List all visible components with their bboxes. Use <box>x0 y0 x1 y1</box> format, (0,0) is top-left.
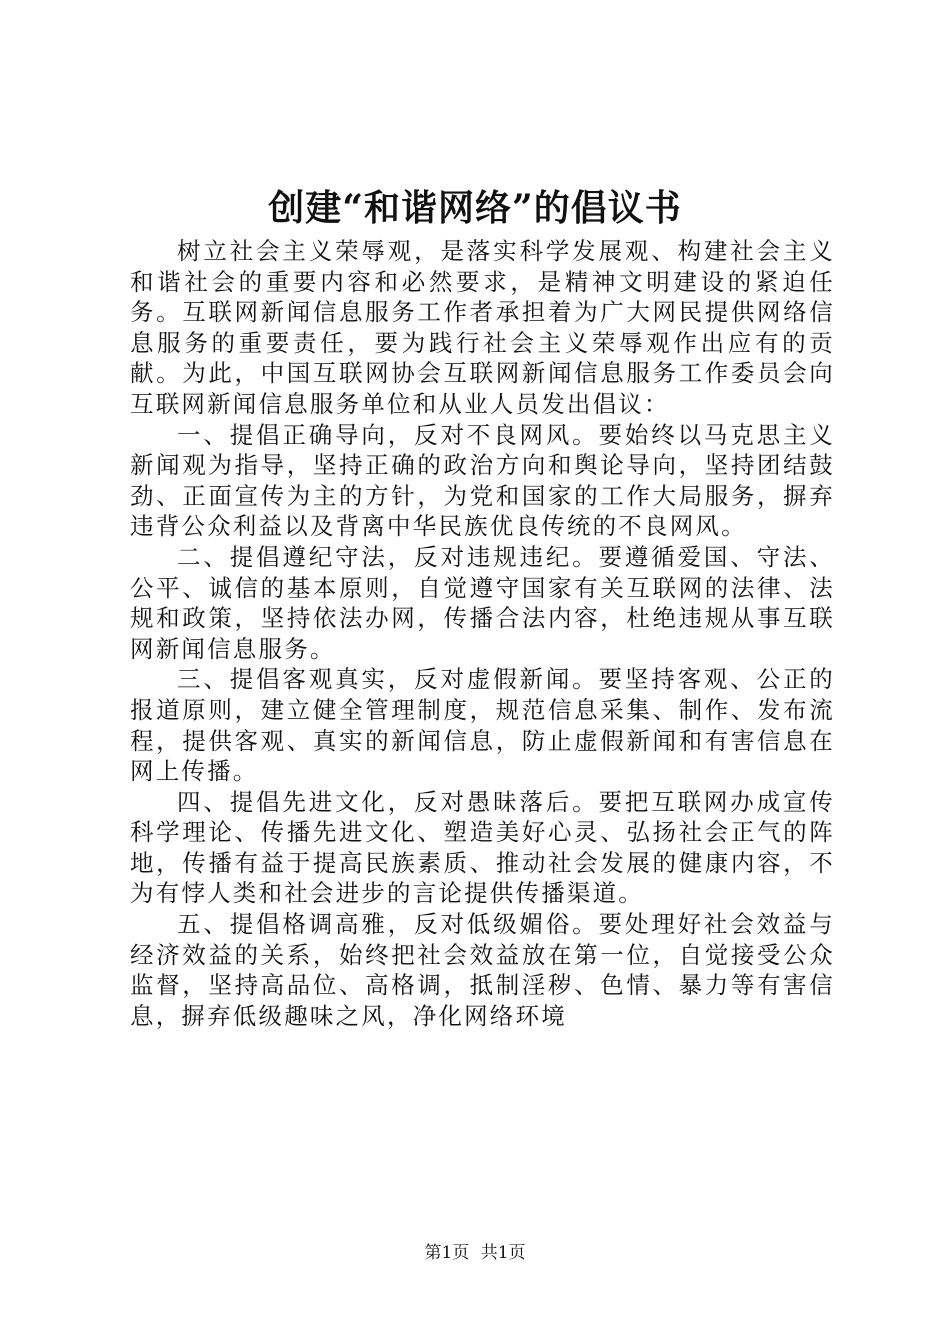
paragraph-point-1: 一、提倡正确导向，反对不良网风。要始终以马克思主义新闻观为指导，坚持正确的政治方向和舆论导向，坚持团结鼓劲、正面宣传为主的方针，为党和国家的工作大局服务，摒弃违背公众利益以及背离中华民族优良传统的不良网风。 <box>130 420 835 541</box>
paragraph-point-5: 五、提倡格调高雅，反对低级媚俗。要处理好社会效益与经济效益的关系，始终把社会效益放在第一位，自觉接受公众监督，坚持高品位、高格调，抵制淫秽、色情、暴力等有害信息，摒弃低级趣味之风，净化网络环境 <box>130 910 835 1030</box>
paragraph-point-3: 三、提倡客观真实，反对虚假新闻。要坚持客观、公正的报道原则，建立健全管理制度，规范信息采集、制作、发布流程，提供客观、真实的新闻信息，防止虚假新闻和有害信息在网上传播。 <box>130 665 835 786</box>
document-title: 创建“和谐网络”的倡议书 <box>268 187 682 229</box>
paragraph-point-2: 二、提倡遵纪守法，反对违规违纪。要遵循爱国、守法、公平、诚信的基本原则，自觉遵守国家有关互联网的法律、法规和政策，坚持依法办网，传播合法内容，杜绝违规从事互联网新闻信息服务。 <box>130 542 835 663</box>
page-number: 第1页 <box>424 1243 470 1263</box>
document-body <box>130 236 835 1031</box>
paragraph-intro: 树立社会主义荣辱观，是落实科学发展观、构建社会主义和谐社会的重要内容和必然要求，是精神文明建设的紧迫任务。互联网新闻信息服务工作者承担着为广大网民提供网络信息服务的重要责任，要为践行社会主义荣辱观作出应有的贡献。为此，中国互联网协会互联网新闻信息服务工作委员会向互联网新闻信息服务单位和从业人员发出倡议： <box>130 237 835 418</box>
page-footer <box>0 1242 950 1264</box>
paragraph-point-4: 四、提倡先进文化，反对愚昧落后。要把互联网办成宣传科学理论、传播先进文化、塑造美好心灵、弘扬社会正气的阵地，传播有益于提高民族素质、推动社会发展的健康内容，不为有悖人类和社会进步的言论提供传播渠道。 <box>130 787 835 908</box>
page-total: 共1页 <box>480 1243 526 1263</box>
